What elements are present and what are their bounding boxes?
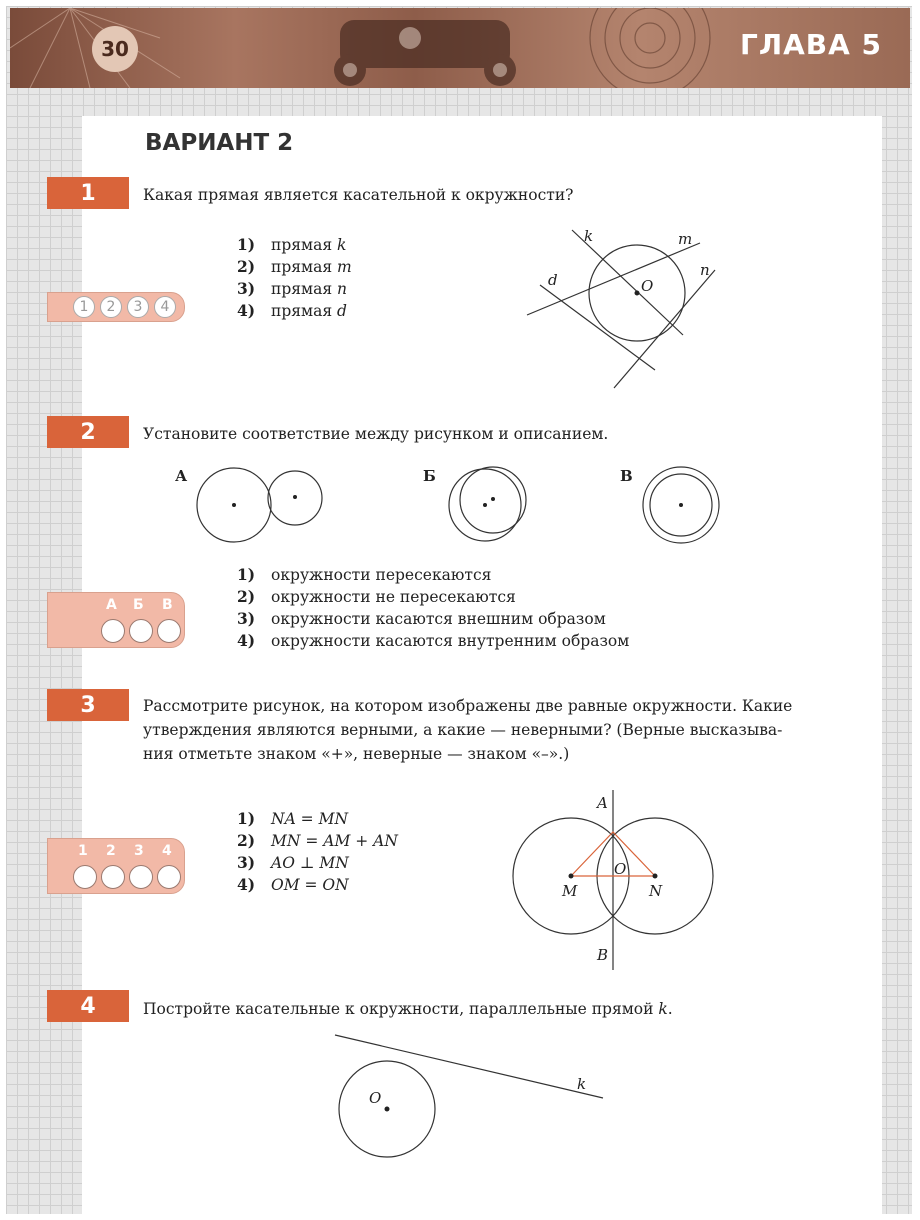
answer-choice-3[interactable]: 3 <box>127 296 149 318</box>
center-point <box>635 291 640 296</box>
answer-choice-2[interactable]: 2 <box>100 296 122 318</box>
task-1-option: 1) прямая k <box>237 235 347 254</box>
task-2-figures <box>165 458 735 548</box>
task-3-option: 3) AO ⊥ MN <box>237 853 349 872</box>
label-O: O <box>369 1089 382 1107</box>
task-1-option: 4) прямая d <box>237 301 347 320</box>
label-N: N <box>649 882 663 900</box>
chapter-title: ГЛАВА 5 <box>739 28 882 61</box>
answer-choice-4[interactable]: 4 <box>154 296 176 318</box>
task-3-number: 3 <box>47 689 129 721</box>
label-O: O <box>614 860 627 878</box>
answer-slot-v[interactable] <box>157 619 181 643</box>
answer-choice-1[interactable]: 1 <box>73 296 95 318</box>
label-k: k <box>577 1075 587 1093</box>
answer-slot-a[interactable] <box>101 619 125 643</box>
task-3-figure <box>505 785 725 975</box>
line-n <box>614 270 715 388</box>
task-2-number: 2 <box>47 416 129 448</box>
answer-label-1: 1 <box>78 843 88 859</box>
label-O: O <box>641 277 654 295</box>
task-4-number: 4 <box>47 990 129 1022</box>
task-4-figure <box>325 1025 615 1165</box>
label-d: d <box>548 271 558 289</box>
answer-label-2: 2 <box>106 843 116 859</box>
answer-slot-3[interactable] <box>129 865 153 889</box>
task-1-option: 2) прямая m <box>237 257 352 276</box>
task-3-answer-box <box>47 838 185 894</box>
answer-label-4: 4 <box>162 843 172 859</box>
task-2-option: 2) окружности не пересекаются <box>237 587 516 606</box>
chapter-header <box>10 8 910 88</box>
task-3-options <box>237 808 398 896</box>
answer-slot-b[interactable] <box>129 619 153 643</box>
task-1-options <box>237 234 352 322</box>
answer-label-3: 3 <box>134 843 144 859</box>
task-2-options <box>237 564 629 652</box>
center-point <box>385 1107 390 1112</box>
task-3-question: Рассмотрите рисунок, на котором изображены две равные окружности. Какие утверждения являются верными, а какие — неверными? (Верные высказыва- ния отметьте знаком «+», неверные — знаком «–».) <box>143 697 793 763</box>
label-m: m <box>678 230 693 248</box>
label-B: B <box>597 946 609 964</box>
answer-label-a: А <box>106 597 117 613</box>
label-A: A <box>597 794 608 812</box>
task-2-option: 3) окружности касаются внешним образом <box>237 609 606 628</box>
task-2-option: 4) окружности касаются внутренним образом <box>237 631 630 650</box>
task-2-question: Установите соответствие между рисунком и описанием. <box>143 425 609 443</box>
task-2-answer-box <box>47 592 185 648</box>
figure-label-b: Б <box>423 467 436 485</box>
answer-slot-1[interactable] <box>73 865 97 889</box>
figure-label-a: А <box>175 467 188 485</box>
label-M: M <box>562 882 578 900</box>
task-3-option: 1) NA = MN <box>237 809 349 828</box>
variant-title: ВАРИАНТ 2 <box>145 130 294 156</box>
answer-slot-2[interactable] <box>101 865 125 889</box>
page-number: 30 <box>92 26 138 72</box>
label-k: k <box>584 227 594 245</box>
answer-slot-4[interactable] <box>157 865 181 889</box>
task-3-option: 2) MN = AM + AN <box>237 831 398 850</box>
task-1-figure <box>510 220 740 400</box>
task-4-question: Постройте касательные к окружности, параллельные прямой k. <box>143 1000 673 1018</box>
label-n: n <box>700 261 710 279</box>
task-1-number: 1 <box>47 177 129 209</box>
task-1-answer-box <box>47 292 185 322</box>
answer-label-b: Б <box>133 597 144 613</box>
task-3-option: 4) OM = ON <box>237 875 349 894</box>
line-d <box>540 285 655 370</box>
task-2-option: 1) окружности пересекаются <box>237 565 492 584</box>
answer-label-v: В <box>162 597 173 613</box>
figure-label-v: В <box>620 467 633 485</box>
task-1-option: 3) прямая n <box>237 279 348 298</box>
task-1-question: Какая прямая является касательной к окружности? <box>143 186 574 204</box>
